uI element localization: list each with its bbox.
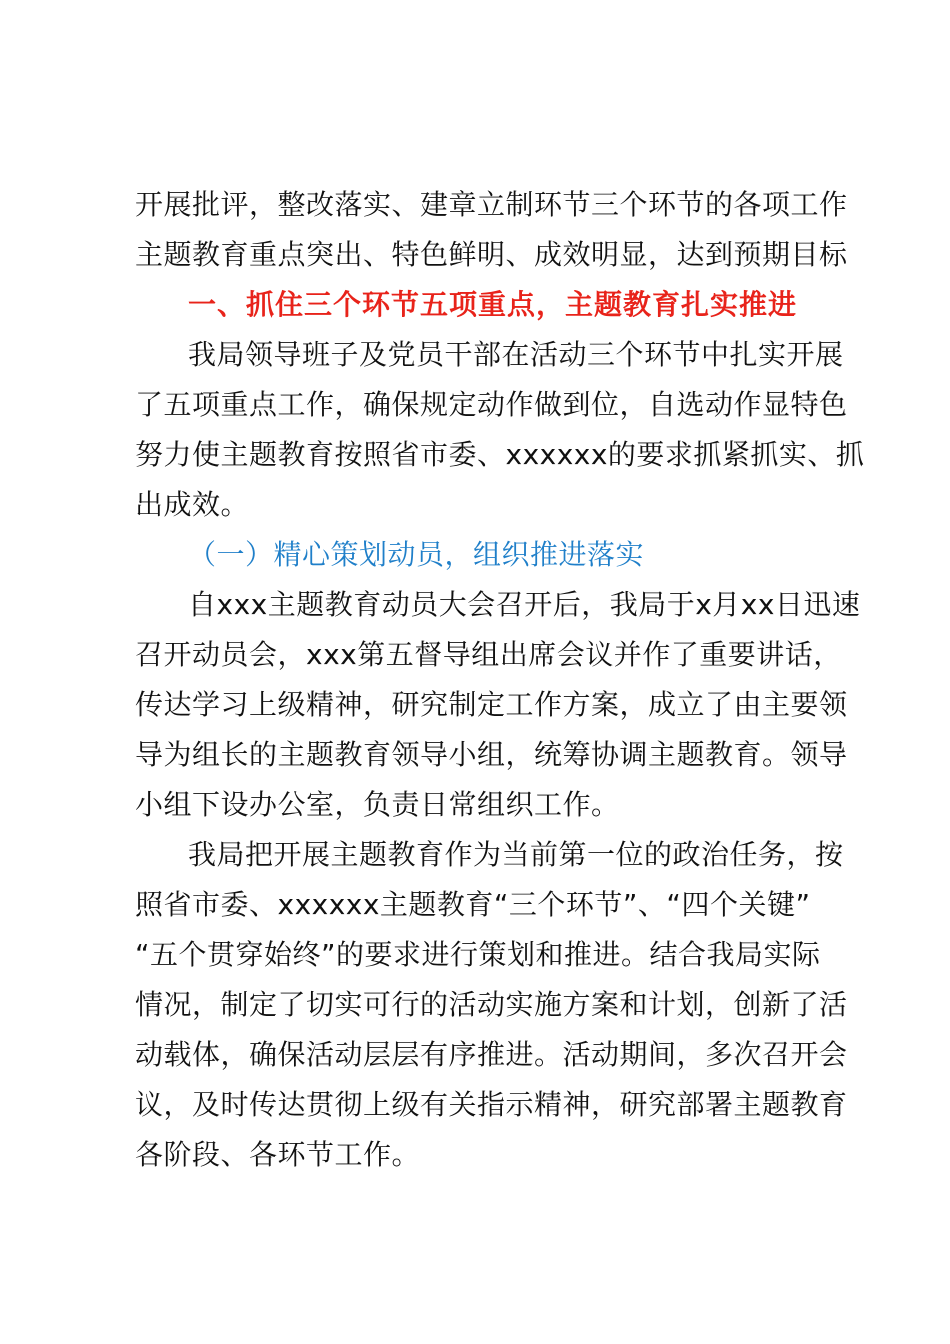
text-line: 主题教育重点突出、特色鲜明、成效明显，达到预期目标 (135, 238, 848, 271)
section-heading: 一、抓住三个环节五项重点，主题教育扎实推进 (188, 288, 798, 321)
text-line: 努力使主题教育按照省市委、xxxxxx的要求抓紧抓实、抓 (135, 438, 865, 471)
text-line: 传达学习上级精神，研究制定工作方案，成立了由主要领 (135, 688, 848, 721)
text-line: 照省市委、xxxxxx主题教育“三个环节”、“四个关键” (135, 888, 811, 921)
text-line: 我局把开展主题教育作为当前第一位的政治任务，按 (188, 838, 844, 871)
text-line: 召开动员会，xxx第五督导组出席会议并作了重要讲话， (135, 638, 842, 671)
text-line: 导为组长的主题教育领导小组，统筹协调主题教育。领导 (135, 738, 848, 771)
text-line: 我局领导班子及党员干部在活动三个环节中扎实开展 (188, 338, 844, 371)
text-line: 了五项重点工作，确保规定动作做到位，自选动作显特色 (135, 388, 848, 421)
text-line: 各阶段、各环节工作。 (135, 1138, 421, 1171)
text-line: 出成效。 (135, 488, 250, 521)
text-line: “五个贯穿始终”的要求进行策划和推进。结合我局实际 (135, 938, 821, 971)
text-line: 议，及时传达贯彻上级有关指示精神，研究部署主题教育 (135, 1088, 848, 1121)
text-line: 情况，制定了切实可行的活动实施方案和计划，创新了活 (135, 988, 848, 1021)
text-line: 自xxx主题教育动员大会召开后，我局于x月xx日迅速 (188, 588, 861, 621)
text-line: 小组下设办公室，负责日常组织工作。 (135, 788, 620, 821)
text-line: 动载体，确保活动层层有序推进。活动期间，多次召开会 (135, 1038, 848, 1071)
text-line: 开展批评，整改落实、建章立制环节三个环节的各项工作 (135, 188, 848, 221)
subsection-heading: （一）精心策划动员，组织推进落实 (188, 538, 645, 571)
